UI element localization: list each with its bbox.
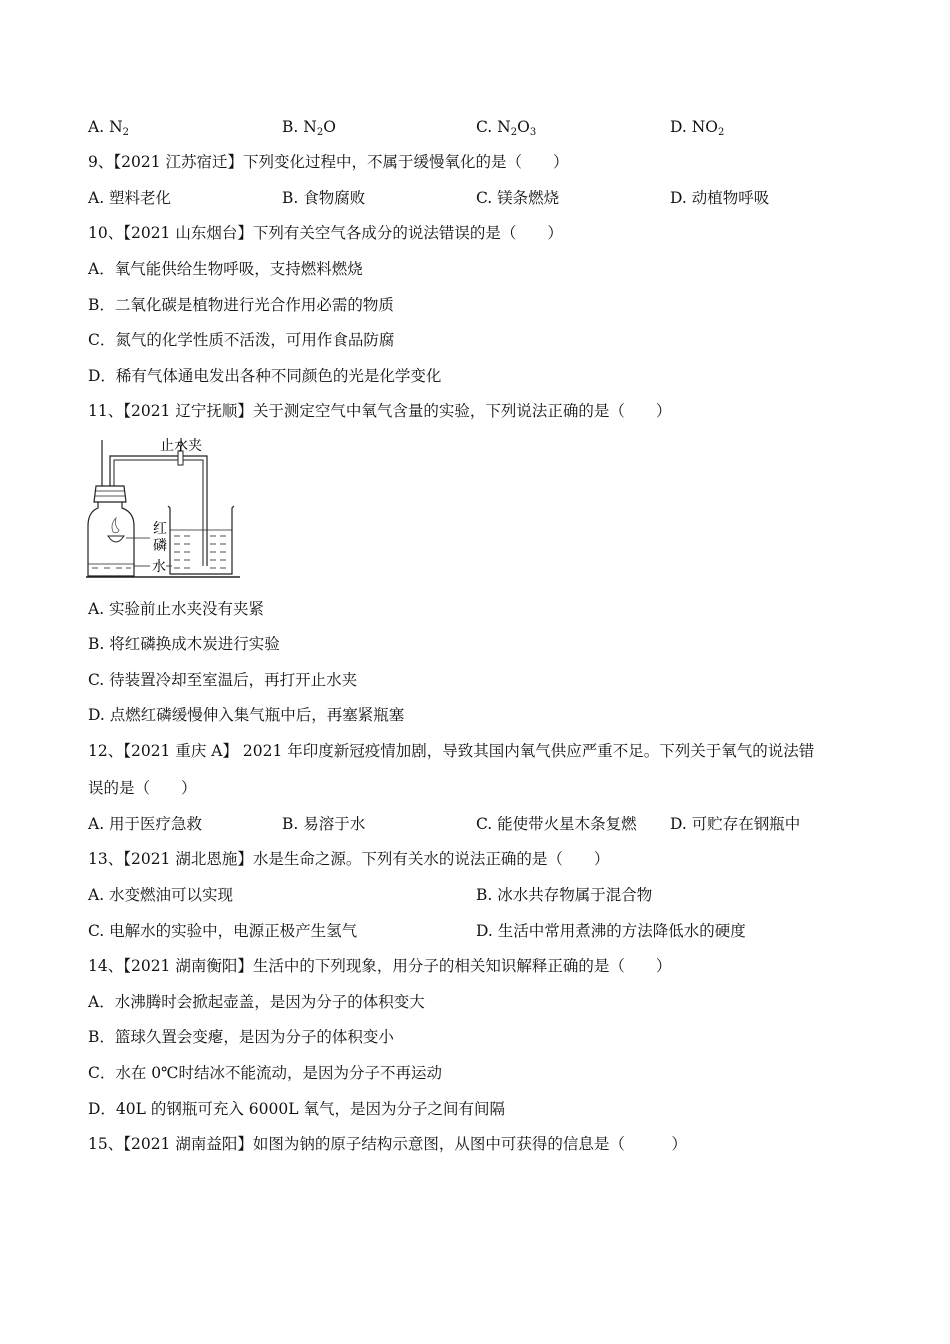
q11-option-c: C. 待装置冷却至室温后，再打开止水夹	[88, 671, 358, 689]
q8-option-c: C. $N_2O_3$	[476, 118, 537, 138]
q8-option-b: B. $N_2O$	[282, 118, 336, 138]
q12-option-d: D. 可贮存在钢瓶中	[670, 815, 801, 833]
beaker-water	[174, 536, 226, 568]
q9-option-b: B. 食物腐败	[282, 189, 366, 207]
q12-option-b: B. 易溶于水	[282, 815, 366, 833]
q13-option-a: A. 水变燃油可以实现	[88, 886, 234, 904]
q9-option-d: D. 动植物呼吸	[670, 189, 770, 207]
apparatus-diagram	[86, 436, 242, 582]
q12-option-a: A. 用于医疗急救	[88, 815, 203, 833]
q9-stem: 9、【2021 江苏宿迁】下列变化过程中，不属于缓慢氧化的是（ ）	[88, 153, 569, 171]
q10-option-a: A．氧气能供给生物呼吸，支持燃料燃烧	[88, 260, 363, 278]
q13-stem: 13、【2021 湖北恩施】水是生命之源。下列有关水的说法正确的是（ ）	[88, 850, 610, 868]
q14-option-d: D．40L 的钢瓶可充入 6000L 氧气，是因为分子之间有间隔	[88, 1100, 505, 1118]
q14-option-c: C．水在 0℃时结冰不能流动，是因为分子不再运动	[88, 1064, 442, 1082]
red-label: 红	[153, 521, 167, 537]
q10-stem: 10、【2021 山东烟台】下列有关空气各成分的说法错误的是（ ）	[88, 224, 563, 242]
clamp-label: 止水夹	[160, 438, 202, 454]
beaker	[168, 506, 234, 574]
q10-option-c: C．氮气的化学性质不活泼，可用作食品防腐	[88, 331, 395, 349]
q14-option-a: A．水沸腾时会掀起壶盖，是因为分子的体积变大	[88, 993, 425, 1011]
q13-option-c: C. 电解水的实验中，电源正极产生氢气	[88, 922, 358, 940]
q9-option-a: A. 塑料老化	[88, 189, 172, 207]
q9-option-c: C. 镁条燃烧	[476, 189, 560, 207]
oxygen-experiment-figure	[86, 436, 242, 582]
q13-option-d: D. 生活中常用煮沸的方法降低水的硬度	[476, 922, 746, 940]
q8-option-a: A. $N_2$	[88, 118, 129, 138]
q11-option-b: B. 将红磷换成木炭进行实验	[88, 635, 280, 653]
q10-option-d: D．稀有气体通电发出各种不同颜色的光是化学变化	[88, 367, 442, 385]
q12-stem-line1: 12、【2021 重庆 A】 2021 年印度新冠疫情加剧，导致其国内氧气供应严重不足。下列关于氧气的说法错	[88, 742, 815, 760]
phosphorus-label: 磷	[153, 538, 167, 554]
q11-option-a: A. 实验前止水夹没有夹紧	[88, 600, 265, 618]
q12-option-c: C. 能使带火星木条复燃	[476, 815, 637, 833]
water-label: 水	[152, 559, 166, 575]
q11-option-d: D. 点燃红磷缓慢伸入集气瓶中后，再塞紧瓶塞	[88, 706, 405, 724]
flame-icon	[112, 518, 119, 533]
q10-option-b: B．二氧化碳是植物进行光合作用必需的物质	[88, 296, 394, 314]
q15-stem: 15、【2021 湖南益阳】如图为钠的原子结构示意图，从图中可获得的信息是（ ）	[88, 1135, 687, 1153]
stopper	[94, 486, 126, 502]
q8-option-d: D. $NO_2$	[670, 118, 725, 138]
q14-option-b: B．篮球久置会变瘪，是因为分子的体积变小	[88, 1028, 394, 1046]
q14-stem: 14、【2021 湖南衡阳】生活中的下列现象，用分子的相关知识解释正确的是（ ）	[88, 957, 672, 975]
q11-stem: 11、【2021 辽宁抚顺】关于测定空气中氧气含量的实验，下列说法正确的是（ ）	[88, 402, 672, 420]
q12-stem-line2: 误的是（ ）	[88, 779, 197, 797]
q13-option-b: B. 冰水共存物属于混合物	[476, 886, 653, 904]
combustion-spoon	[108, 536, 124, 542]
